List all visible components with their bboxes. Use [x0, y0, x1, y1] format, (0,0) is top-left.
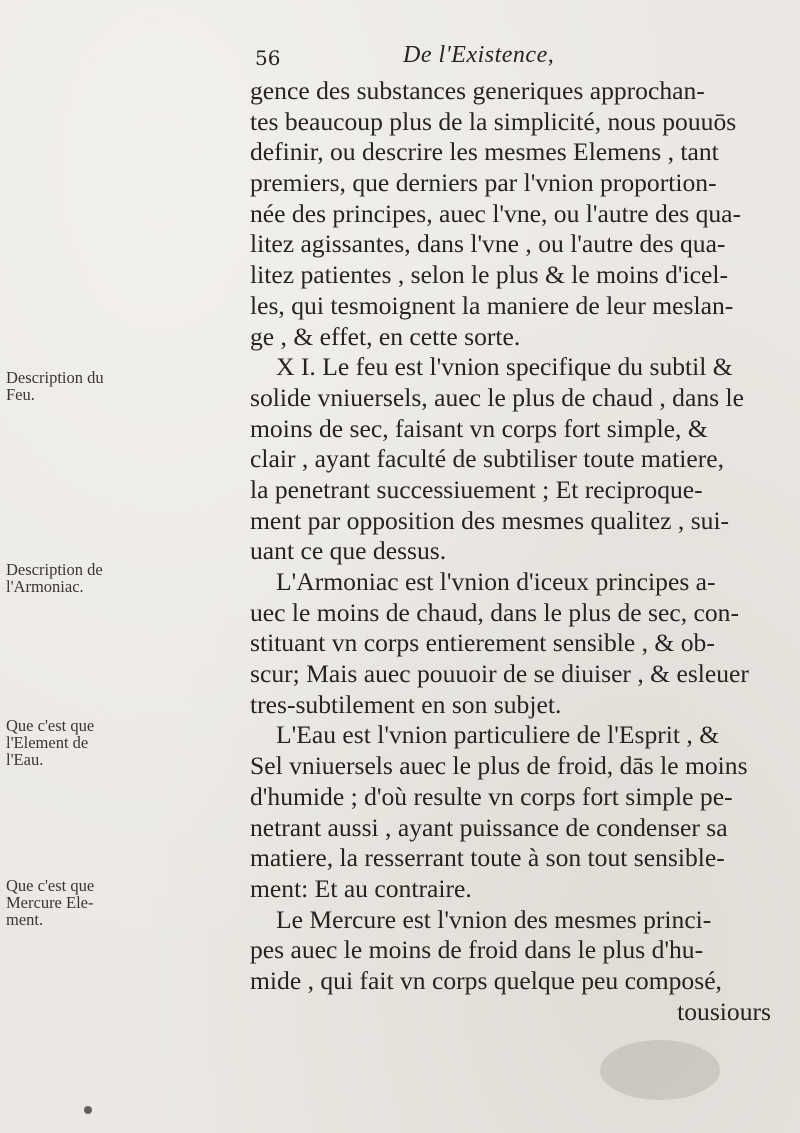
margin-note-line: Feu. [6, 385, 35, 404]
body-text [250, 76, 775, 1027]
text-line: moins de sec, faisant vn corps fort simple, & [250, 413, 708, 443]
text-line: mide , qui fait vn corps quelque peu composé, [250, 965, 722, 995]
text-line: litez patientes , selon le plus & le moins d'icel- [250, 260, 728, 290]
margin-note-line: Que c'est que [6, 716, 95, 735]
text-line: gence des substances generiques approchan- [250, 76, 705, 105]
text-line: matiere, la resserrant toute à son tout sensible- [250, 843, 725, 873]
margin-note-line: l'Element de [6, 733, 89, 752]
page-number: 56 [255, 46, 281, 70]
text-line: stituant vn corps entierement sensible , & ob- [250, 628, 715, 658]
text-line: definir, ou descrire les mesmes Elemens , tant [250, 137, 719, 167]
text-line: pes auec le moins de froid dans le plus d'hu- [250, 935, 704, 965]
margin-note-line: Que c'est que [6, 876, 95, 895]
text-line: L'Armoniac est l'vnion d'iceux principes a- [276, 567, 716, 596]
margin-note-line: Mercure Ele- [6, 893, 94, 912]
text-line: premiers, que derniers par l'vnion proportion- [250, 168, 717, 198]
margin-note-line: Description du [6, 368, 104, 387]
text-line: uec le moins de chaud, dans le plus de sec, con- [250, 597, 739, 627]
paper-stain [600, 1040, 720, 1100]
text-line: tes beaucoup plus de la simplicité, nous pouuōs [250, 106, 737, 136]
margin-note-line: Description de [6, 560, 103, 579]
text-line: ge , & effet, en cette sorte. [250, 321, 521, 351]
text-line: L'Eau est l'vnion particuliere de l'Esprit , & [276, 720, 720, 750]
page-header [255, 40, 775, 80]
margin-note-line: l'Eau. [6, 750, 44, 769]
running-title: De l'Existence, [403, 42, 555, 68]
text-line: les, qui tesmoignent la maniere de leur meslan- [250, 290, 734, 320]
text-line: ment par opposition des mesmes qualitez , sui- [250, 505, 730, 535]
text-line: solide vniuersels, auec le plus de chaud , dans le [250, 382, 744, 412]
text-line: uant ce que dessus. [250, 536, 447, 566]
text-line: X I. Le feu est l'vnion specifique du subtil & [276, 352, 733, 382]
text-line: scur; Mais auec pouuoir de se diuiser , & esleuer [250, 659, 749, 689]
text-line: clair , ayant faculté de subtiliser toute matiere, [250, 444, 724, 474]
text-line: d'humide ; d'où resulte vn corps fort simple pe- [250, 781, 733, 811]
text-line: la penetrant successiuement ; Et reciproque- [250, 474, 703, 504]
text-line: litez agissantes, dans l'vne , ou l'autre des qua- [250, 229, 726, 259]
margin-note-eau [6, 717, 246, 768]
text-line: ment: Et au contraire. [250, 873, 472, 903]
margin-note-feu [6, 369, 246, 403]
ink-spot [84, 1106, 92, 1114]
margin-note-mercure [6, 877, 246, 928]
text-line: Le Mercure est l'vnion des mesmes princi- [276, 904, 712, 934]
margin-note-armoniac [6, 561, 246, 595]
text-line: tres-subtilement en son subjet. [250, 689, 562, 719]
text-line: Sel vniuersels auec le plus de froid, dās le moins [250, 751, 748, 781]
margin-note-line: l'Armoniac. [6, 577, 84, 596]
text-line: née des principes, auec l'vne, ou l'autre des qua- [250, 198, 742, 228]
text-line: netrant aussi , ayant puissance de condenser sa [250, 812, 728, 842]
margin-note-line: ment. [6, 910, 44, 929]
catchword: tousiours [677, 996, 771, 1026]
